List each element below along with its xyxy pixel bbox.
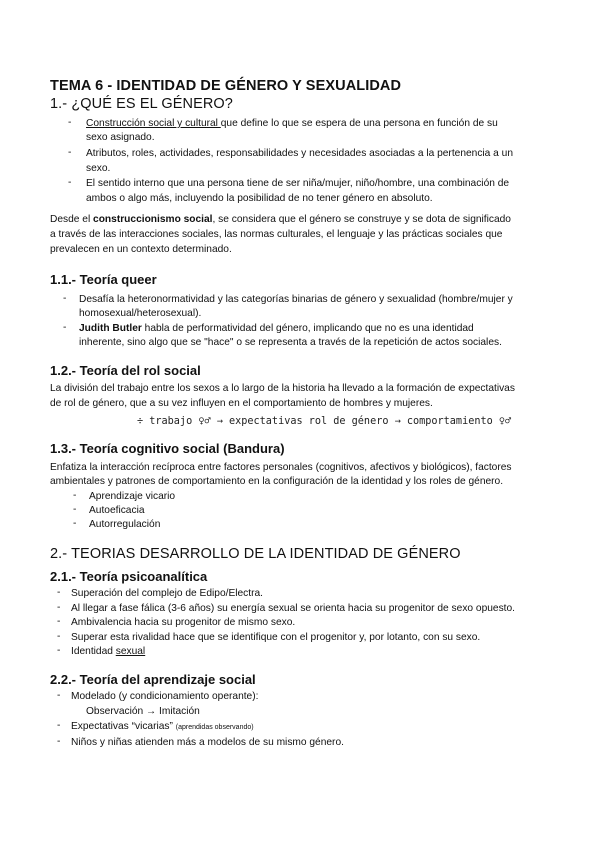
bullet-dash: -: [57, 736, 61, 747]
s1-bullet-2-line-2: sexo.: [86, 163, 111, 174]
s1-bullet-1-line-2: sexo asignado.: [86, 132, 155, 143]
s22-item-1: Modelado (y condicionamiento operante):: [71, 691, 259, 702]
s1-bullet-2-line-1: Atributos, roles, actividades, responsabilidades y necesidades asociadas a la pertenencia a un: [86, 148, 514, 159]
s11-bullet-1-line-1: Desafía la heteronormatividad y las categorías binarias de género y sexualidad (hombre/mujer y: [79, 294, 513, 305]
s11-bullet-2-line-2: inherente, sino algo que se "hace" o se representa a través de la repetición de actos sociales.: [79, 337, 502, 348]
s22-item-1-sub: Observación → Imitación: [86, 706, 200, 717]
s1-paragraph-line-1: [50, 213, 511, 226]
document-title: TEMA 6 - IDENTIDAD DE GÉNERO Y SEXUALIDAD: [50, 78, 402, 94]
s1-bullet-3-line-1: El sentido interno que una persona tiene de ser niña/mujer, niño/hombre, una combinación de: [86, 178, 510, 189]
s21-item-4: Superar esta rivalidad hace que se identifique con el progenitor y, por lotanto, con su sexo.: [71, 632, 481, 643]
underlined-term: sexual: [115, 646, 146, 657]
underlined-term: Construcción social y cultural: [86, 118, 221, 129]
s12-formula: ÷ trabajo ♀♂ → expectativas rol de género → comportamiento ♀♂: [137, 416, 512, 427]
s22-item-2: [71, 720, 254, 734]
text: Desde el: [50, 214, 94, 225]
section-2-1-heading: 2.1.- Teoría psicoanalítica: [50, 569, 208, 584]
bullet-dash: -: [73, 490, 77, 501]
section-2-heading: 2.- TEORIAS DESARROLLO DE LA IDENTIDAD DE GÉNERO: [50, 546, 461, 562]
bullet-dash: -: [57, 690, 61, 701]
bold-term: construccionismo social: [93, 214, 213, 225]
s13-line-2: ambientales y patrones de comportamiento en la configuración de la identidad y los roles de género.: [50, 476, 504, 487]
bullet-dash: -: [57, 587, 61, 598]
text: Expectativas “vicarias”: [71, 721, 176, 732]
s22-item-3: Niños y niñas atienden más a modelos de su mismo género.: [71, 737, 344, 748]
section-1-1-heading: 1.1.- Teoría queer: [50, 272, 157, 287]
s11-bullet-1-line-2: homosexual/heterosexual).: [79, 308, 202, 319]
s21-item-1: Superación del complejo de Edipo/Electra.: [71, 588, 263, 599]
bullet-dash: -: [57, 602, 61, 613]
s13-item-1: Aprendizaje vicario: [89, 491, 176, 502]
bullet-dash: -: [73, 504, 77, 515]
small-note: (aprendidas observando): [175, 724, 254, 731]
s13-line-1: Enfatiza la interacción recíproca entre factores personales (cognitivos, afectivos y biológicos), factores: [50, 462, 512, 473]
section-1-2-heading: 1.2.- Teoría del rol social: [50, 363, 201, 378]
section-1-3-heading: 1.3.- Teoría cognitivo social (Bandura): [50, 441, 285, 456]
s12-line-1: La división del trabajo entre los sexos a lo largo de la historia ha llevado a la formación de expectativas: [50, 383, 515, 394]
bullet-dash: -: [57, 616, 61, 627]
bullet-dash: -: [63, 293, 67, 304]
s1-paragraph-line-2: a través de las interacciones sociales, las normas culturales, el lenguaje y las prácticas sociales que: [50, 229, 503, 240]
text: Identidad: [71, 646, 116, 657]
s12-line-2: de rol de género, que a su vez influyen en el comportamiento de hombres y mujeres.: [50, 398, 433, 409]
bullet-dash: -: [68, 147, 72, 158]
bullet-dash: -: [73, 518, 77, 529]
text: que define lo que se espera de una persona en función de su: [220, 118, 498, 129]
bullet-dash: -: [57, 631, 61, 642]
s11-bullet-2-line-1: [79, 322, 474, 335]
s1-paragraph-line-3: prevalecen en un contexto determinado.: [50, 244, 232, 255]
s21-item-3: Ambivalencia hacia su progenitor de mismo sexo.: [71, 617, 296, 628]
text: habla de performatividad del género, implicando que no es una identidad: [141, 323, 474, 334]
s21-item-2: Al llegar a fase fálica (3-6 años) su energía sexual se orienta hacia su progenitor de sexo opuesto.: [71, 603, 515, 614]
s13-item-3: Autorregulación: [89, 519, 161, 530]
bullet-dash: -: [57, 720, 61, 731]
bold-term: Judith Butler: [79, 323, 142, 334]
s1-bullet-1-line-1: [86, 117, 498, 130]
section-2-2-heading: 2.2.- Teoría del aprendizaje social: [50, 672, 256, 687]
s1-bullet-3-line-2: ambos o algo más, incluyendo la posibilidad de no tener género en absoluto.: [86, 193, 433, 204]
bullet-dash: -: [57, 645, 61, 656]
s21-item-5: [71, 645, 145, 658]
section-1-heading: 1.- ¿QUÉ ES EL GÉNERO?: [50, 96, 233, 112]
text: , se considera que el género se construye y se dota de significado: [212, 214, 511, 225]
s13-item-2: Autoeficacia: [89, 505, 145, 516]
bullet-dash: -: [63, 322, 67, 333]
bullet-dash: -: [68, 177, 72, 188]
bullet-dash: -: [68, 117, 72, 128]
